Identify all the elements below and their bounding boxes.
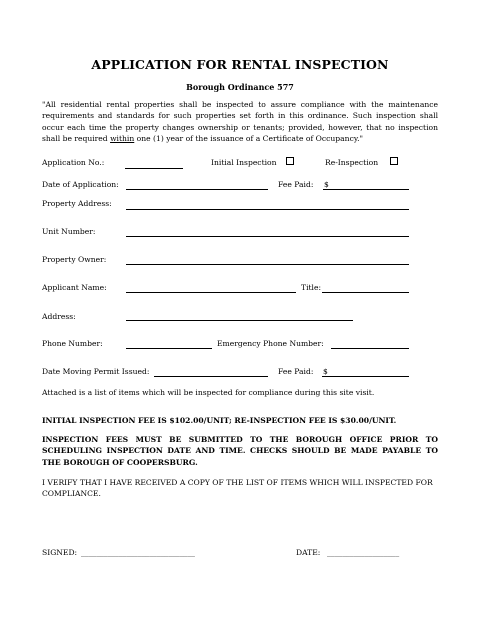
date-of-application-label: Date of Application: — [42, 180, 119, 189]
attached-note: Attached is a list of items which will be inspected for compliance during this site visit. — [42, 388, 375, 397]
property-address-field[interactable] — [126, 209, 409, 210]
phone-number-label: Phone Number: — [42, 339, 103, 348]
re-inspection-label: Re-Inspection — [325, 158, 379, 167]
unit-number-field[interactable] — [126, 236, 409, 237]
date-label: DATE: — [296, 548, 321, 557]
application-no-field[interactable] — [125, 168, 183, 169]
date-moving-permit-field[interactable] — [154, 376, 268, 377]
initial-inspection-label: Initial Inspection — [211, 158, 277, 167]
property-address-label: Property Address: — [42, 199, 112, 208]
signed-label: SIGNED: — [42, 548, 78, 557]
fee-notice: INITIAL INSPECTION FEE IS $102.00/UNIT; RE-INSPECTION FEE IS $30.00/UNIT. — [42, 416, 397, 425]
emergency-phone-label: Emergency Phone Number: — [217, 339, 324, 348]
address-field[interactable] — [126, 320, 353, 321]
initial-inspection-checkbox[interactable] — [286, 157, 294, 165]
verify-statement: I VERIFY THAT I HAVE RECEIVED A COPY OF THE LIST OF ITEMS WHICH WILL INSPECTED FOR COMPLIANCE. — [42, 478, 433, 499]
date-moving-permit-label: Date Moving Permit Issued: — [42, 367, 150, 376]
fee-paid-field-2[interactable] — [322, 376, 409, 377]
ordinance-quote: "All residential rental properties shall be inspected to assure compliance with the maintenance requirements and standards for such properties set forth in this ordinance. Such inspection shall occur each time the property changes ownership or tenants; provided, however, that no inspection shall be required within one (1) year of the issuance of a Certificate of Occupancy." — [42, 100, 438, 144]
form-title: APPLICATION FOR RENTAL INSPECTION — [91, 57, 389, 72]
dollar-sign-2: $ — [323, 367, 328, 376]
applicant-name-field[interactable] — [126, 292, 296, 293]
fee-paid-label-1: Fee Paid: — [278, 180, 314, 189]
form-subtitle: Borough Ordinance 577 — [186, 82, 294, 92]
re-inspection-checkbox[interactable] — [390, 157, 398, 165]
property-owner-field[interactable] — [126, 264, 409, 265]
applicant-name-label: Applicant Name: — [42, 283, 107, 292]
fee-paid-label-2: Fee Paid: — [278, 367, 314, 376]
date-line[interactable]: ___________________ — [327, 548, 400, 557]
address-label: Address: — [42, 312, 76, 321]
title-label: Title: — [301, 283, 322, 292]
property-owner-label: Property Owner: — [42, 255, 107, 264]
dollar-sign-1: $ — [324, 180, 329, 189]
date-of-application-field[interactable] — [126, 189, 268, 190]
emergency-phone-field[interactable] — [331, 348, 409, 349]
fee-paid-field-1[interactable] — [323, 189, 409, 190]
application-no-label: Application No.: — [42, 158, 105, 167]
submission-notice: INSPECTION FEES MUST BE SUBMITTED TO THE BOROUGH OFFICE PRIOR TO SCHEDULING INSPECTION DATE AND TIME. CHECKS SHOULD BE MADE PAYABLE TO THE BOROUGH OF COOPERSBURG. — [42, 435, 438, 467]
signature-line[interactable]: ______________________________ — [81, 548, 195, 557]
title-field[interactable] — [322, 292, 409, 293]
unit-number-label: Unit Number: — [42, 227, 96, 236]
phone-number-field[interactable] — [126, 348, 212, 349]
